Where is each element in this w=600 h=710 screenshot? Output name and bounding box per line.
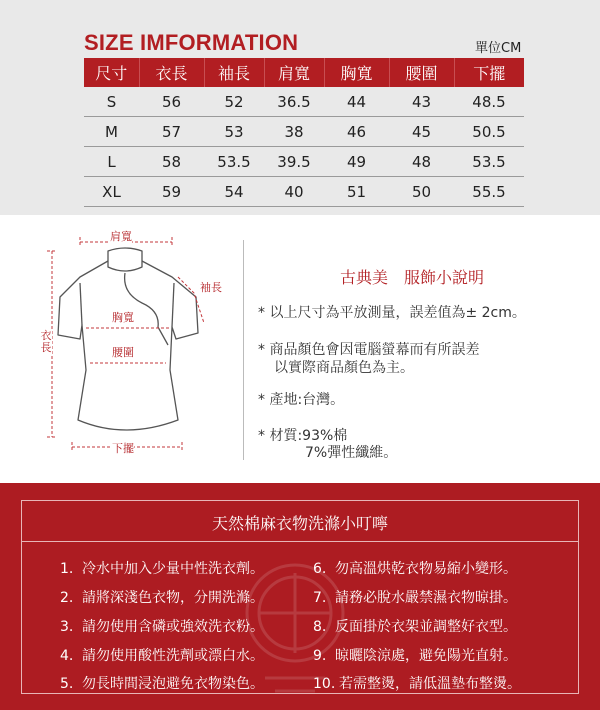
shoulder-label: 肩寬 (110, 230, 132, 243)
table-cell: L (84, 147, 139, 177)
table-row (84, 147, 524, 177)
tip-item-3 (60, 616, 264, 636)
tip-item-8 (313, 616, 517, 636)
tip-text: 勿長時間浸泡避免衣物染色。 (82, 676, 264, 692)
table-cell: S (84, 87, 139, 117)
tip-text: 若需整燙，請低溫墊布整燙。 (339, 676, 521, 692)
header-cell: 袖長 (204, 58, 264, 87)
table-cell: 39.5 (264, 147, 324, 177)
note-item: 7%彈性纖維。 (305, 445, 398, 461)
table-cell: 55.5 (454, 177, 524, 207)
tip-number: 7. (313, 590, 327, 606)
table-cell: 50.5 (454, 117, 524, 147)
tip-number: 5. (60, 676, 74, 692)
header-cell: 下擺 (454, 58, 524, 87)
size-information-section (0, 0, 600, 215)
tip-text: 請務必脫水嚴禁濕衣物晾掛。 (335, 590, 517, 606)
tip-item-6 (313, 558, 517, 578)
washing-tips-section (0, 483, 600, 710)
header-cell: 衣長 (139, 58, 204, 87)
note-item: * 以上尺寸為平放測量，誤差值為± 2cm。 (258, 305, 526, 321)
table-cell: 40 (264, 177, 324, 207)
tip-number: 9. (313, 648, 327, 664)
size-table-header (84, 58, 524, 87)
note-item: * 材質:93%棉 (258, 428, 348, 444)
table-cell: 48 (389, 147, 454, 177)
size-title: SIZE IMFORMATION (84, 30, 299, 55)
sleeve-label: 袖長 (200, 281, 222, 294)
tip-text: 晾曬陰涼處，避免陽光直射。 (335, 648, 517, 664)
length-label: 衣長 (40, 329, 52, 354)
tip-number: 2. (60, 590, 74, 606)
table-cell: 51 (324, 177, 389, 207)
note-item: * 產地:台灣。 (258, 392, 345, 408)
table-cell: XL (84, 177, 139, 207)
tip-text: 反面掛於衣架並調整好衣型。 (335, 619, 517, 635)
table-cell: 53.5 (204, 147, 264, 177)
tip-item-10 (313, 673, 521, 693)
waist-label: 腰圍 (112, 346, 134, 359)
header-cell: 胸寬 (324, 58, 389, 87)
tip-text: 勿高溫烘乾衣物易縮小變形。 (335, 561, 517, 577)
tip-item-7 (313, 587, 517, 607)
table-row (84, 177, 524, 207)
table-cell: 44 (324, 87, 389, 117)
header-cell: 尺寸 (84, 58, 139, 87)
tip-item-5 (60, 673, 264, 693)
table-cell: 50 (389, 177, 454, 207)
tip-item-1 (60, 558, 264, 578)
tip-number: 8. (313, 619, 327, 635)
notes-title: 古典美 服飾小說明 (340, 268, 485, 287)
table-cell: 43 (389, 87, 454, 117)
tip-text: 請勿使用含磷或強效洗衣粉。 (82, 619, 264, 635)
table-cell: 38 (264, 117, 324, 147)
tip-item-9 (313, 645, 517, 665)
tip-text: 請勿使用酸性洗劑或漂白水。 (82, 648, 264, 664)
note-item: 以實際商品顏色為主。 (274, 360, 414, 376)
size-table (84, 58, 524, 207)
tip-item-4 (60, 645, 264, 665)
table-cell: 59 (139, 177, 204, 207)
table-cell: M (84, 117, 139, 147)
table-cell: 36.5 (264, 87, 324, 117)
header-cell: 腰圍 (389, 58, 454, 87)
tip-number: 4. (60, 648, 74, 664)
divider (243, 240, 244, 460)
tip-number: 3. (60, 619, 74, 635)
table-row (84, 87, 524, 117)
table-cell: 48.5 (454, 87, 524, 117)
tip-item-2 (60, 587, 264, 607)
table-cell: 46 (324, 117, 389, 147)
tip-text: 冷水中加入少量中性洗衣劑。 (82, 561, 264, 577)
tip-number: 1. (60, 561, 74, 577)
table-cell: 58 (139, 147, 204, 177)
header-cell: 肩寬 (264, 58, 324, 87)
table-row (84, 117, 524, 147)
tip-number: 6. (313, 561, 327, 577)
table-cell: 56 (139, 87, 204, 117)
chest-label: 胸寬 (112, 311, 134, 324)
table-cell: 52 (204, 87, 264, 117)
table-cell: 53.5 (454, 147, 524, 177)
table-cell: 53 (204, 117, 264, 147)
table-cell: 54 (204, 177, 264, 207)
hem-label: 下擺 (112, 442, 134, 455)
title-divider (21, 541, 579, 542)
unit-label: 單位CM (475, 41, 522, 56)
table-cell: 45 (389, 117, 454, 147)
tip-number: 10. (313, 676, 336, 692)
table-cell: 49 (324, 147, 389, 177)
tip-text: 請將深淺色衣物，分開洗滌。 (82, 590, 264, 606)
washing-title: 天然棉麻衣物洗滌小叮嚀 (211, 514, 388, 533)
note-item: * 商品顏色會因電腦螢幕而有所誤差 (258, 342, 480, 358)
table-cell: 57 (139, 117, 204, 147)
